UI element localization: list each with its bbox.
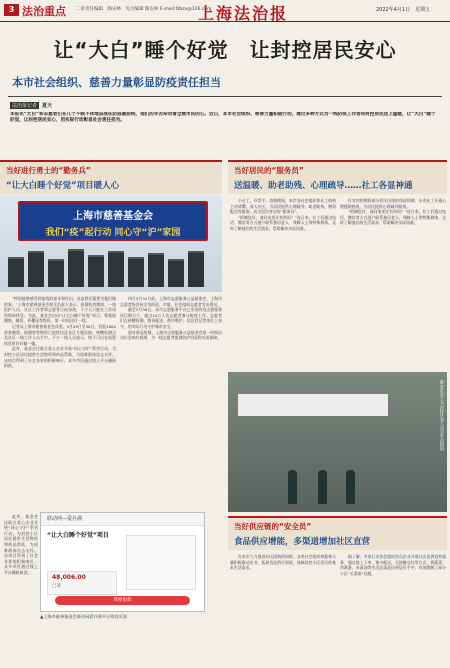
foundation-banner [18, 201, 208, 241]
col1-para-2: 记者从上海市慈善基金会获悉，3月29日至30日，首批1000余套睡袋、防潮垫等物资已陆续送达各区方舱医院、核酸检测点及社区一线工作人员手中。不少一线人员表示，终于可以在短暂休息时好好躺一躺。 [4, 323, 116, 346]
lead-paragraph: 本报讯“大白”和志愿者们在几个不眠不休地奋战在防疫最前线，他们的辛苦牵动着全城市民的心。近日，本市社会组织、慈善力量积极行动，通过多种方式为一线防疫工作者和封控居民送上温暖，让“大白”睡个好觉，让封控居民安心，用实际行动彰显社会责任担当。 [10, 112, 436, 124]
col3-body-right [340, 198, 446, 368]
col4-section-header [228, 516, 447, 550]
col3-section-subtitle: 送温暖、助老助残、心理疏导……社工各显神通 [234, 181, 413, 191]
banner-line1: 上海市慈善基金会 [73, 211, 153, 222]
col1-para-3-cont: 此外，基金会还联合爱心企业开展“同心守沪”系列行动，为封控小区居民提供生活物资和药品帮助，为困难群体送去关怀。该项目得到了社会各界的积极响应，众多市民通过线上平台踊跃捐款。 [4, 514, 38, 575]
section-name: 法治重点 [22, 5, 66, 18]
raised-amount: 48,006.00 [52, 574, 86, 581]
divider [8, 96, 442, 97]
masthead [0, 0, 450, 22]
col2-para-1: 四月3月31日前，上海市志愿服务公益基金会、上海市志愿者协会向全市街道、乡镇、社会组织志愿者发出倡议。 [120, 296, 222, 307]
col3-section-header [228, 160, 447, 194]
byline-tag: 法治报记者 [12, 103, 38, 109]
supply-boxes [8, 247, 214, 287]
col3-para-3: 针对封控期间部分居民出现的焦虑情绪，专业社工开通心理援助热线，为居民提供心理疏导服务。 [340, 198, 446, 209]
community-workers-photo [228, 372, 447, 512]
donation-app-screenshot [40, 512, 205, 612]
col1-section-subtitle: “让大白睡个好觉”项目暖人心 [6, 181, 120, 191]
page-number: 3 [4, 4, 19, 16]
charity-foundation-photo [0, 195, 222, 292]
photo2-caption: 静安区社工为封控区老人送去生活物资 [440, 380, 445, 452]
banner-line2: 我们“疫”起行动 同心守“沪”家园 [45, 228, 181, 238]
byline-name: 夏天 [42, 103, 53, 109]
col1-para-3: 此外，基金会还联合爱心企业开展“同心守沪”系列行动，为封控小区居民提供生活物资和药品帮助，为困难群体送去关怀。该项目得到了社会各界的积极响应，众多市民通过线上平台踊跃捐款。 [4, 346, 116, 369]
col1-body [4, 296, 116, 510]
phone-caption: ▲上海市慈善基金会联动网爱扑满平台筹款页面 [40, 614, 127, 619]
col1-section-title: 当好进行勇士的“勤务兵” [6, 166, 91, 175]
project-image [126, 535, 196, 590]
app-bar: 联动网—爱扑满 [41, 513, 204, 526]
sub-headline: 本市社会组织、慈善力量彰显防疫责任担当 [12, 76, 221, 89]
issue-date: 2022年4月1日 星期五 [376, 7, 431, 13]
col2-para-3: 面对新冠疫情，上海市志愿服务公益基金会第一时间启动应急响应机制，为一线志愿者提供防护用品和关爱保障。 [120, 329, 222, 341]
raised-amount-box [47, 571, 117, 595]
col3-para-2: “阿姨您好，请问家里还有药吗？”连日来，社工们通过电话、微信等方式逐户联系独居老人、残障人士等特殊群体，及时了解他们的生活需求，帮助解决实际困难。 [230, 214, 336, 231]
donate-button[interactable]: 我要捐款 [55, 596, 190, 605]
photo-sign [238, 394, 388, 416]
col4-section-subtitle: 食品供应增能，多渠道增加社区直营 [234, 537, 371, 547]
col2-para-2: 截至3月30日，本市志愿服务平台已发布防疫志愿服务项目数百个，超过10万人次志愿者参与防疫工作。志愿者们在核酸检测、物资配送、秩序维护、信息登记等岗位上坚守，用实际行动守护城市安全。 [120, 307, 222, 329]
col4-body-right [340, 554, 446, 664]
main-headline: 让“大白”睡个好觉 让封控居民安心 [53, 38, 397, 62]
raised-label: 已筹 [52, 584, 61, 589]
byline [10, 102, 52, 109]
col1-para-1: “特别能够感受到前线的艰辛和付出，这是我们需要为他们做的事。”上海市慈善基金会相关负责人表示，疫情防控期间，一线医护人员、社区工作者和志愿者日夜奋战，不少人只能在工作场所简单休息。为此，基金会启动“让大白睡个好觉”项目，筹集防潮垫、睡袋、折叠床等物资，第一时间送往一线。 [4, 296, 116, 324]
col4-para-1: 在本市大力推进社区团购的同时，各类社会组织和慈善力量积极联动企业，拓展食品供应渠道，保障封控小区居民的基本生活需求。 [230, 554, 336, 571]
col3-para-2-cont: “阿姨您好，请问家里还有药吗？”连日来，社工们通过电话、微信等方式逐户联系独居老人、残障人士等特殊群体，及时了解他们的生活需求，帮助解决实际困难。 [340, 209, 446, 226]
col2-body [120, 296, 222, 510]
col3-para-1: 小社工，好帮手。疫情期间，本市各社会组织和社工机构主动请缨，深入社区，为居民提供心理疏导、助老助残、物资配送等服务，成为居民身边的“服务员”。 [230, 198, 336, 215]
newspaper-logo: 上海法治报 [198, 4, 289, 23]
col3-body-left [230, 198, 336, 368]
col4-para-2: 据了解，多家行业协会组织会员企业开展社区直供直营服务，通过线上下单、集中配送、无接触交付等方式，将蔬菜、肉禽蛋、米面油等生活必需品送到居民手中，有效缓解了部分小区“买菜难”问题。 [340, 554, 446, 576]
col4-body-left [230, 554, 336, 664]
editor-meta: 二审责任编辑 陶安林 见习编辑 陶安林 E-mail:fzbzx@126.com [76, 7, 212, 12]
col1-body-continued [4, 514, 38, 664]
col3-section-title: 当好居民的“服务员” [234, 166, 304, 175]
donation-project-title: “让大白睡个好觉”项目 [47, 532, 109, 539]
col4-section-title: 当好供应链的“安全员” [234, 522, 312, 531]
col1-section-header [0, 160, 222, 194]
